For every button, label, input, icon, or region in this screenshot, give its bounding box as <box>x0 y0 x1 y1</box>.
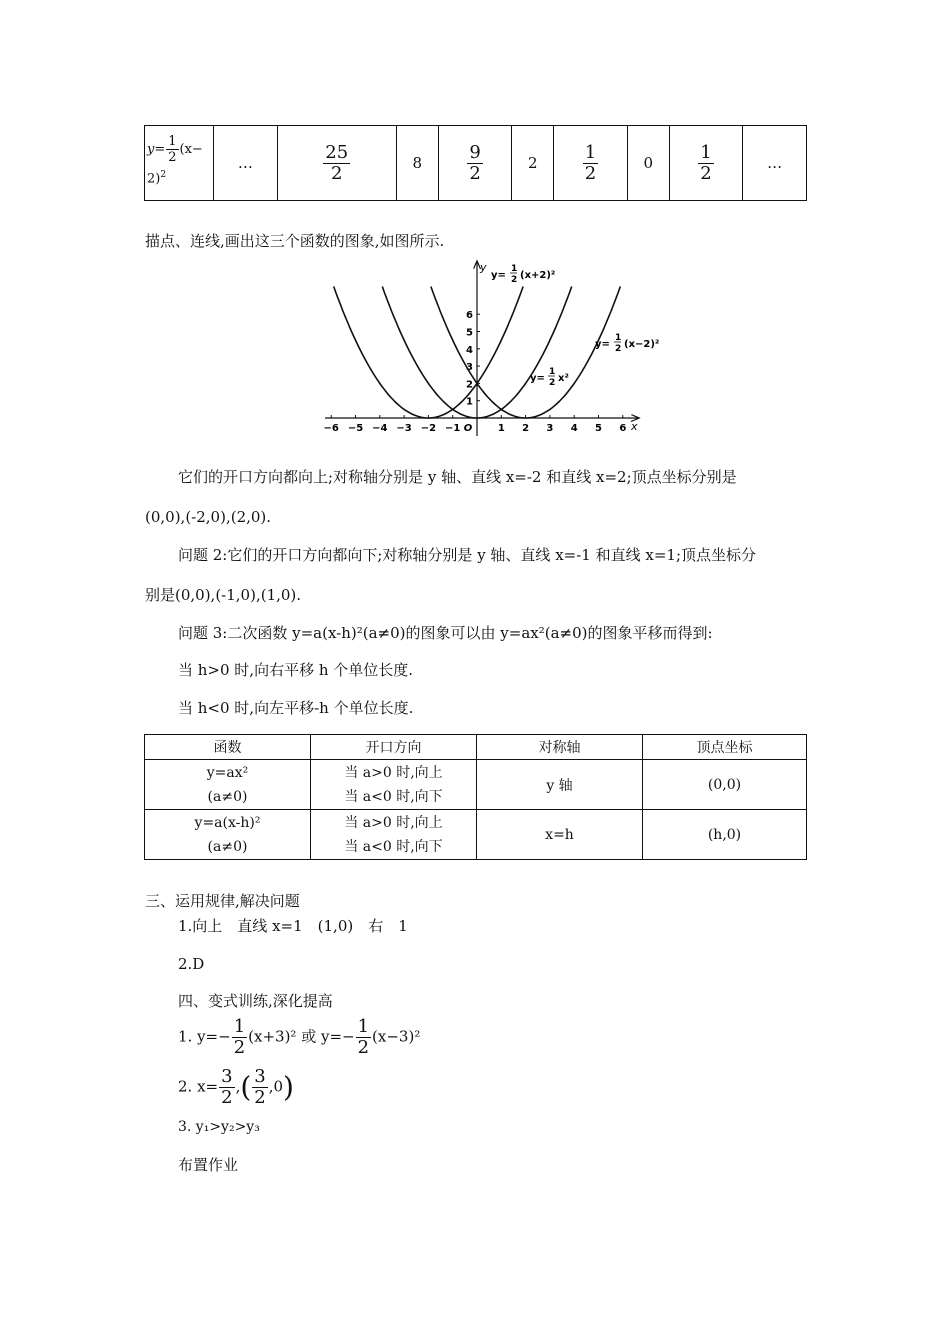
x-tick-label: 3 <box>546 423 554 434</box>
function-cell: y=a(x-h)² (a≠0) <box>145 810 311 860</box>
x-tick-label: 4 <box>570 423 578 434</box>
paragraph-2b: 别是(0,0),(-1,0),(1,0). <box>145 586 302 604</box>
answer-4-3: 3. y₁>y₂>y₃ <box>178 1119 260 1135</box>
svg-text:x²: x² <box>558 373 569 384</box>
answer-3-1: 1.向上 直线 x=1 (1,0) 右 1 <box>178 917 408 935</box>
y-tick-label: 5 <box>466 327 473 339</box>
svg-text:1: 1 <box>615 333 622 343</box>
svg-text:2: 2 <box>511 275 518 285</box>
svg-text:1: 1 <box>549 367 556 377</box>
paragraph-3: 问题 3:二次函数 y=a(x-h)²(a≠0)的图象可以由 y=ax²(a≠0)的图象平移而得到: <box>178 624 713 642</box>
function-label-cell: y= $\frac{1}{2}$ (x− 2)$^2$ <box>145 126 214 201</box>
x-tick-label: −3 <box>396 423 412 434</box>
paragraph-5: 当 h<0 时,向左平移-h 个单位长度. <box>178 699 414 717</box>
axis-cell: y 轴 <box>477 760 643 810</box>
paragraph-2a: 问题 2:它们的开口方向都向下;对称轴分别是 y 轴、直线 x=-1 和直线 x=1;顶点坐标分 <box>178 546 757 564</box>
x-tick-label: 2 <box>522 423 530 434</box>
svg-text:y=: y= <box>595 339 610 350</box>
axis-cell: x=h <box>477 810 643 860</box>
parabola-curve <box>431 287 620 419</box>
value-cell: $\frac{9}{2}$ <box>438 126 511 201</box>
y-axis-label: y <box>480 261 487 274</box>
x-tick-label: 5 <box>595 423 602 434</box>
section-4-heading: 四、变式训练,深化提高 <box>178 992 333 1010</box>
vertex-cell: (0,0) <box>643 760 807 810</box>
x-tick-label: −6 <box>323 423 339 434</box>
svg-text:y=: y= <box>491 270 506 281</box>
table-row <box>145 760 807 810</box>
value-cell: … <box>214 126 278 201</box>
value-table <box>144 125 807 201</box>
homework-heading: 布置作业 <box>178 1156 239 1174</box>
svg-text:1: 1 <box>511 264 518 274</box>
summary-table <box>144 734 807 860</box>
y-tick-label: 2 <box>466 379 473 391</box>
table-header-row <box>145 735 807 760</box>
value-cell: $\frac{1}{2}$ <box>554 126 627 201</box>
vertex-cell: (h,0) <box>643 810 807 860</box>
x-tick-label: −4 <box>372 423 388 434</box>
svg-text:(x−2)²: (x−2)² <box>624 339 660 350</box>
y-tick-label: 1 <box>466 396 473 408</box>
header-cell: 对称轴 <box>477 735 643 760</box>
header-cell: 顶点坐标 <box>643 735 807 760</box>
value-cell: 8 <box>396 126 438 201</box>
value-cell: … <box>743 126 807 201</box>
direction-cell: 当 a>0 时,向上 当 a<0 时,向下 <box>311 760 477 810</box>
x-tick-label: O <box>463 423 473 434</box>
table-row <box>145 810 807 860</box>
header-cell: 函数 <box>145 735 311 760</box>
value-cell: $\frac{25}{2}$ <box>277 126 396 201</box>
x-tick-label: 1 <box>497 423 505 434</box>
x-axis-label: x <box>631 420 638 433</box>
y-tick-label: 4 <box>466 344 473 356</box>
x-tick-label: −5 <box>347 423 364 434</box>
direction-cell: 当 a>0 时,向上 当 a<0 时,向下 <box>311 810 477 860</box>
answer-3-2: 2.D <box>178 955 205 973</box>
y-tick-label: 6 <box>466 310 473 322</box>
paragraph-4: 当 h>0 时,向右平移 h 个单位长度. <box>178 661 414 679</box>
header-cell: 开口方向 <box>311 735 477 760</box>
value-cell: 2 <box>512 126 554 201</box>
function-cell: y=ax² (a≠0) <box>145 760 311 810</box>
paragraph-1a: 它们的开口方向都向上;对称轴分别是 y 轴、直线 x=-2 和直线 x=2;顶点坐标分别是 <box>178 468 737 486</box>
y-tick-label: 3 <box>466 362 473 374</box>
x-tick-label: −2 <box>420 423 437 434</box>
intro-text: 描点、连线,画出这三个函数的图象,如图所示. <box>145 232 445 250</box>
answer-4-1: 1. y=− $\frac{1}{2}$ (x+3)² 或 y=− $\frac{1}{2}$ (x−3)² <box>178 1016 421 1058</box>
value-cell: 0 <box>627 126 669 201</box>
x-tick-label: 6 <box>619 423 627 434</box>
svg-text:2: 2 <box>549 378 556 388</box>
label-base <box>530 367 569 388</box>
section-3-heading: 三、运用规律,解决问题 <box>145 892 300 910</box>
svg-text:(x+2)²: (x+2)² <box>520 270 556 281</box>
y-ticks <box>466 310 480 408</box>
svg-text:y=: y= <box>530 373 545 384</box>
parabola-graph <box>320 258 670 440</box>
answer-4-2: 2. x= $\frac{3}{2}$ ,( $\frac{3}{2}$ ,0) <box>178 1066 294 1108</box>
parabola-curve <box>334 287 523 419</box>
label-shift-right <box>595 333 659 354</box>
paragraph-1b: (0,0),(-2,0),(2,0). <box>145 508 272 526</box>
label-shift-left <box>491 264 555 285</box>
x-tick-label: −1 <box>445 423 461 434</box>
value-cell: $\frac{1}{2}$ <box>669 126 742 201</box>
svg-text:2: 2 <box>615 344 622 354</box>
